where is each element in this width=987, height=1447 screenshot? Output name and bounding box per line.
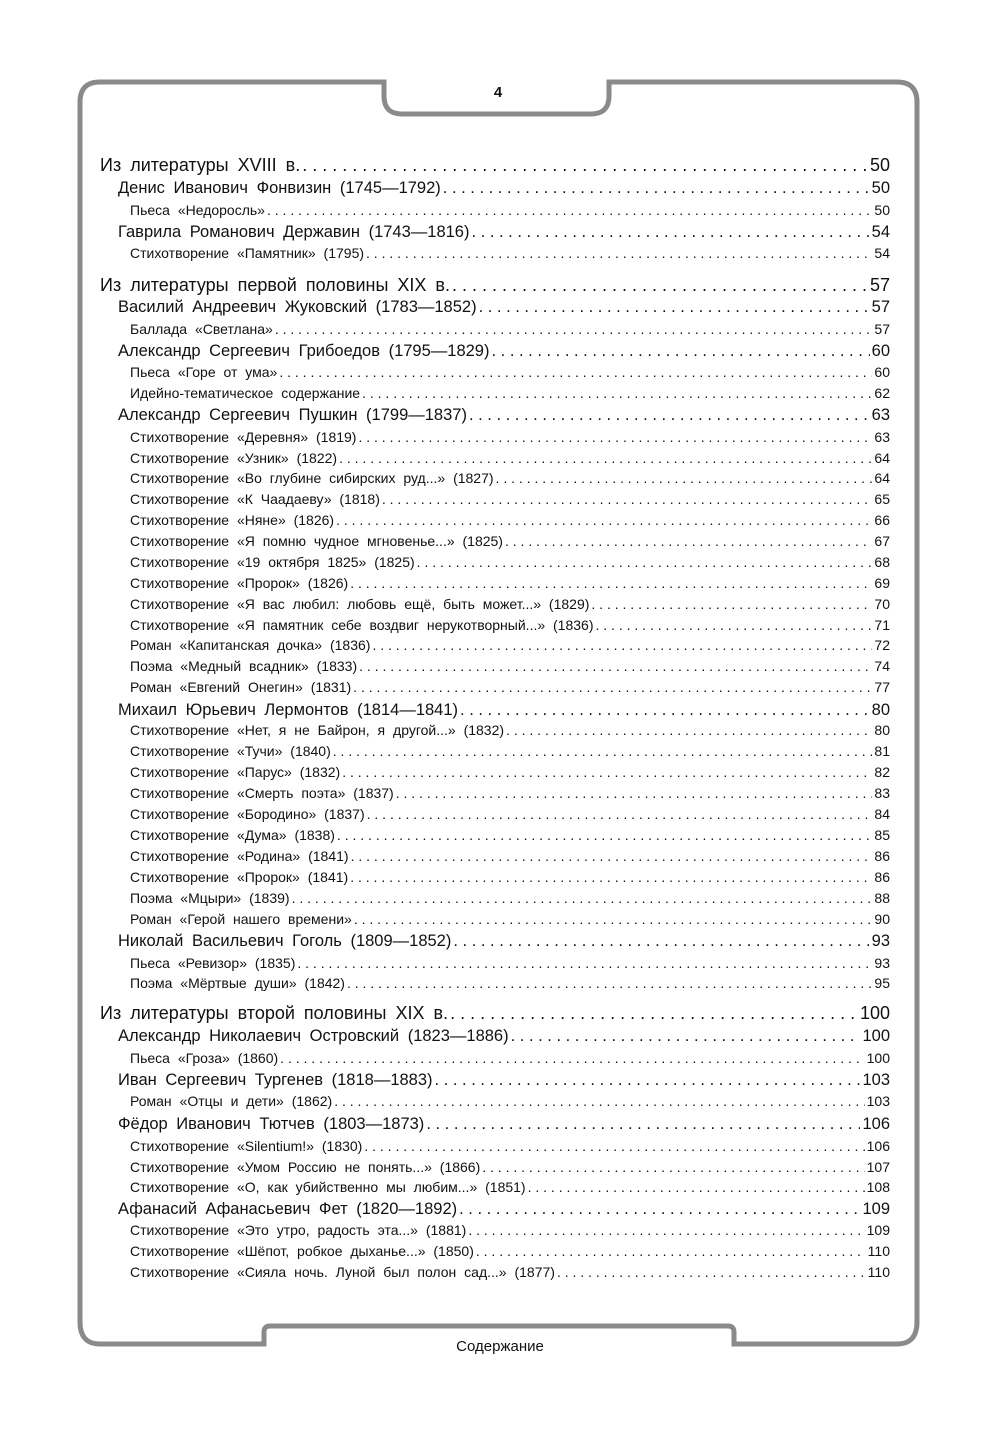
dot-leader <box>452 275 868 296</box>
toc-entry-page: 86 <box>874 869 890 885</box>
toc-entry-title: Александр Николаевич Островский (1823—1886) <box>118 1027 509 1045</box>
toc-entry-title: Баллада «Светлана» <box>130 321 273 337</box>
toc-entry-level2[interactable] <box>118 406 890 425</box>
dot-leader <box>396 785 873 801</box>
toc-entry-title: Из литературы второй половины XIX в. <box>100 1003 449 1023</box>
toc-entry-page: 100 <box>862 1027 890 1045</box>
toc-entry-title: Александр Сергеевич Пушкин (1799—1837) <box>118 406 467 424</box>
toc-entry-title: Стихотворение «Я вас любил: любовь ещё, быть может...» (1829) <box>130 596 590 612</box>
dot-leader <box>506 722 872 738</box>
toc-entry-page: 65 <box>874 491 890 507</box>
toc-entry-level3[interactable] <box>130 202 890 218</box>
toc-entry-page: 50 <box>869 155 890 175</box>
toc-entry-title: Стихотворение «Деревня» (1819) <box>130 429 357 445</box>
dot-leader <box>337 827 873 843</box>
dot-leader <box>482 1159 864 1175</box>
toc-entry-page: 110 <box>867 1243 890 1259</box>
toc-entry-title: Идейно-тематическое содержание <box>130 385 361 401</box>
toc-entry-level2[interactable] <box>118 298 890 317</box>
toc-entry-page: 64 <box>874 470 890 486</box>
toc-entry-level3[interactable] <box>130 554 890 570</box>
toc-entry-page: 103 <box>862 1071 890 1089</box>
toc-entry-page: 85 <box>874 827 890 843</box>
toc-entry-title: Стихотворение «Я памятник себе воздвиг нерукотворный...» (1836) <box>130 617 594 633</box>
toc-entry-level3[interactable] <box>130 596 890 612</box>
dot-leader <box>362 385 872 401</box>
toc-entry-level3[interactable] <box>130 637 890 653</box>
dot-leader <box>450 1003 858 1024</box>
toc-entry-page: 106 <box>866 1138 890 1154</box>
dot-leader <box>491 342 869 361</box>
toc-entry-page: 80 <box>874 722 890 738</box>
toc-entry-level3[interactable] <box>130 658 890 674</box>
dot-leader <box>557 1264 866 1280</box>
toc-entry-level3[interactable] <box>130 785 890 801</box>
toc-entry-page: 74 <box>874 658 890 674</box>
toc-entry-page: 80 <box>871 701 890 719</box>
dot-leader <box>505 533 872 549</box>
dot-leader <box>496 470 873 486</box>
toc-entry-level3[interactable] <box>130 533 890 549</box>
toc-entry-title: Афанасий Афанасьевич Фет (1820—1892) <box>118 1200 458 1218</box>
toc-entry-title: Стихотворение «Это утро, радость эта...» (1881) <box>130 1222 467 1238</box>
dot-leader <box>471 223 869 242</box>
toc-entry-page: 54 <box>874 245 890 261</box>
toc-entry-page: 60 <box>874 364 890 380</box>
toc-entry-title: Роман «Герой нашего времени» <box>130 911 352 927</box>
dot-leader <box>358 429 872 445</box>
toc-entry-level3[interactable] <box>130 470 890 486</box>
toc-entry-title: Николай Васильевич Гоголь (1809—1852) <box>118 932 452 950</box>
toc-entry-page: 60 <box>871 342 890 360</box>
toc-entry-level2[interactable] <box>118 701 890 720</box>
toc-entry-title: Пьеса «Недоросль» <box>130 202 265 218</box>
toc-entry-level3[interactable] <box>130 1050 890 1066</box>
toc-entry-page: 103 <box>866 1093 890 1109</box>
dot-leader <box>443 179 870 198</box>
toc-entry-title: Стихотворение «Тучи» (1840) <box>130 743 331 759</box>
toc-entry-level3[interactable] <box>130 764 890 780</box>
toc-entry-title: Пьеса «Горе от ума» <box>130 364 278 380</box>
dot-leader <box>359 658 872 674</box>
toc-entry-level3[interactable] <box>130 321 890 337</box>
dot-leader <box>426 1115 860 1134</box>
toc-entry-title: Стихотворение «Няне» (1826) <box>130 512 335 528</box>
dot-leader <box>354 911 873 927</box>
toc-entry-page: 66 <box>874 512 890 528</box>
dot-leader <box>479 298 870 317</box>
toc-entry-title: Стихотворение «Я помню чудное мгновенье...» (1825) <box>130 533 503 549</box>
toc-entry-level3[interactable] <box>130 869 890 885</box>
toc-entry-level3[interactable] <box>130 1159 890 1175</box>
toc-entry-level3[interactable] <box>130 975 890 991</box>
toc-entry-level3[interactable] <box>130 1093 890 1109</box>
toc-entry-page: 95 <box>874 975 890 991</box>
toc-entry-level2[interactable] <box>118 932 890 951</box>
toc-entry-title: Из литературы первой половины XIX в. <box>100 275 450 295</box>
toc-entry-page: 72 <box>874 637 890 653</box>
toc-entry-title: Стихотворение «Шёпот, робкое дыханье...» (1850) <box>130 1243 474 1259</box>
toc-entry-level3[interactable] <box>130 1243 890 1259</box>
toc-entry-level3[interactable] <box>130 679 890 695</box>
toc-entry-page: 107 <box>866 1159 890 1175</box>
toc-entry-page: 50 <box>871 179 890 197</box>
toc-entry-title: Стихотворение «Сияла ночь. Луной был полон сад...» (1877) <box>130 1264 555 1280</box>
dot-leader <box>353 679 872 695</box>
toc-entry-title: Стихотворение «Во глубине сибирских руд...» (1827) <box>130 470 494 486</box>
toc-entry-title: Поэма «Мёртвые души» (1842) <box>130 975 345 991</box>
toc-entry-title: Стихотворение «Умом Россию не понять...» (1866) <box>130 1159 481 1175</box>
toc-entry-title: Роман «Капитанская дочка» (1836) <box>130 637 371 653</box>
toc-entry-level3[interactable] <box>130 743 890 759</box>
toc-entry-level3[interactable] <box>130 245 890 261</box>
toc-entry-title: Александр Сергеевич Грибоедов (1795—1829) <box>118 342 490 360</box>
dot-leader <box>350 575 872 591</box>
toc-entry-page: 68 <box>874 554 890 570</box>
toc-entry-page: 67 <box>874 533 890 549</box>
toc-entry-level3[interactable] <box>130 617 890 633</box>
toc-entry-level1[interactable] <box>100 275 890 296</box>
toc-entry-page: 106 <box>862 1115 890 1133</box>
toc-entry-page: 81 <box>874 743 890 759</box>
dot-leader <box>435 1071 861 1090</box>
dot-leader <box>468 1222 864 1238</box>
dot-leader <box>350 869 872 885</box>
toc-entry-level3[interactable] <box>130 1222 890 1238</box>
toc-entry-title: Стихотворение «О, как убийственно мы любим...» (1851) <box>130 1179 526 1195</box>
toc-entry-title: Стихотворение «Родина» (1841) <box>130 848 349 864</box>
toc-entry-title: Стихотворение «Смерть поэта» (1837) <box>130 785 394 801</box>
toc-entry-page: 77 <box>874 679 890 695</box>
dot-leader <box>339 450 872 466</box>
toc-entry-level1[interactable] <box>100 155 890 176</box>
dot-leader <box>292 890 873 906</box>
toc-entry-title: Стихотворение «Узник» (1822) <box>130 450 338 466</box>
toc-entry-page: 100 <box>866 1050 890 1066</box>
dot-leader <box>347 975 872 991</box>
toc-entry-page: 88 <box>874 890 890 906</box>
toc-entry-page: 109 <box>862 1200 890 1218</box>
dot-leader <box>342 764 872 780</box>
page-number: 4 <box>493 84 503 101</box>
dot-leader <box>275 321 873 337</box>
toc-entry-level2[interactable] <box>118 1115 890 1134</box>
toc-entry-level3[interactable] <box>130 1264 890 1280</box>
toc-entry-page: 83 <box>874 785 890 801</box>
toc-entry-level3[interactable] <box>130 1138 890 1154</box>
toc-entry-level3[interactable] <box>130 827 890 843</box>
toc-entry-page: 109 <box>866 1222 890 1238</box>
toc-entry-title: Стихотворение «19 октября 1825» (1825) <box>130 554 415 570</box>
toc-entry-title: Фёдор Иванович Тютчев (1803—1873) <box>118 1115 425 1133</box>
toc-entry-page: 69 <box>874 575 890 591</box>
toc-entry-page: 110 <box>867 1264 890 1280</box>
toc-entry-title: Стихотворение «Нет, я не Байрон, я другой...» (1832) <box>130 722 505 738</box>
toc-entry-level3[interactable] <box>130 491 890 507</box>
dot-leader <box>476 1243 866 1259</box>
toc-entry-level2[interactable] <box>118 1027 890 1046</box>
toc-entry-level3[interactable] <box>130 1179 890 1195</box>
toc-entry-level3[interactable] <box>130 848 890 864</box>
dot-leader <box>334 1093 864 1109</box>
toc-entry-level3[interactable] <box>130 575 890 591</box>
toc-entry-title: Стихотворение «Дума» (1838) <box>130 827 335 843</box>
toc-entry-level3[interactable] <box>130 911 890 927</box>
toc-entry-level2[interactable] <box>118 342 890 361</box>
toc-entry-level1[interactable] <box>100 1003 890 1024</box>
toc-entry-page: 82 <box>874 764 890 780</box>
dot-leader <box>596 617 873 633</box>
toc-entry-level3[interactable] <box>130 722 890 738</box>
dot-leader <box>279 364 872 380</box>
dot-leader <box>372 637 872 653</box>
dot-leader <box>460 701 870 720</box>
toc-entry-title: Стихотворение «К Чаадаеву» (1818) <box>130 491 380 507</box>
toc-entry-title: Поэма «Мцыри» (1839) <box>130 890 290 906</box>
toc-entry-level2[interactable] <box>118 1200 890 1219</box>
toc-entry-level2[interactable] <box>118 223 890 242</box>
dot-leader <box>459 1200 860 1219</box>
footer-section-title: Содержание <box>456 1338 544 1355</box>
toc-entry-page: 64 <box>874 450 890 466</box>
toc-entry-title: Стихотворение «Парус» (1832) <box>130 764 341 780</box>
toc-entry-title: Гаврила Романович Державин (1743—1816) <box>118 223 470 241</box>
toc-entry-title: Из литературы XVIII в. <box>100 155 301 175</box>
toc-entry-page: 90 <box>874 911 890 927</box>
dot-leader <box>280 1050 864 1066</box>
toc-entry-title: Василий Андреевич Жуковский (1783—1852) <box>118 298 477 316</box>
toc-entry-page: 62 <box>874 385 890 401</box>
dot-leader <box>351 848 873 864</box>
toc-entry-page: 71 <box>874 617 890 633</box>
toc-entry-page: 57 <box>874 321 890 337</box>
toc-entry-page: 70 <box>874 596 890 612</box>
toc-entry-title: Пьеса «Ревизор» (1835) <box>130 955 296 971</box>
toc-entry-title: Пьеса «Гроза» (1860) <box>130 1050 279 1066</box>
toc-entry-title: Денис Иванович Фонвизин (1745—1792) <box>118 179 441 197</box>
toc-entry-level3[interactable] <box>130 429 890 445</box>
toc-entry-level3[interactable] <box>130 385 890 401</box>
toc-entry-page: 86 <box>874 848 890 864</box>
toc-entry-level3[interactable] <box>130 364 890 380</box>
dot-leader <box>469 406 870 425</box>
dot-leader <box>364 1138 864 1154</box>
toc-entry-page: 108 <box>866 1179 890 1195</box>
toc-entry-page: 93 <box>874 955 890 971</box>
toc-entry-page: 93 <box>871 932 890 950</box>
dot-leader <box>591 596 872 612</box>
toc-entry-title: Стихотворение «Памятник» (1795) <box>130 245 365 261</box>
toc-entry-title: Поэма «Медный всадник» (1833) <box>130 658 358 674</box>
toc-entry-level3[interactable] <box>130 450 890 466</box>
dot-leader <box>302 155 868 176</box>
toc-entry-level3[interactable] <box>130 955 890 971</box>
toc-entry-level3[interactable] <box>130 512 890 528</box>
dot-leader <box>297 955 872 971</box>
toc-entry-title: Иван Сергеевич Тургенев (1818—1883) <box>118 1071 433 1089</box>
dot-leader <box>382 491 873 507</box>
dot-leader <box>336 512 872 528</box>
toc-entry-level3[interactable] <box>130 890 890 906</box>
toc-entry-page: 100 <box>859 1003 890 1023</box>
toc-entry-page: 50 <box>874 202 890 218</box>
toc-entry-title: Стихотворение «Пророк» (1826) <box>130 575 349 591</box>
dot-leader <box>511 1027 861 1046</box>
toc-entry-page: 84 <box>874 806 890 822</box>
toc-entry-title: Стихотворение «Silentium!» (1830) <box>130 1138 363 1154</box>
toc-entry-page: 63 <box>871 406 890 424</box>
toc-entry-title: Роман «Евгений Онегин» (1831) <box>130 679 352 695</box>
toc-entry-page: 63 <box>874 429 890 445</box>
toc-entry-page: 57 <box>869 275 890 295</box>
toc-entry-title: Стихотворение «Бородино» (1837) <box>130 806 365 822</box>
dot-leader <box>366 245 872 261</box>
dot-leader <box>528 1179 865 1195</box>
toc-entry-page: 57 <box>871 298 890 316</box>
toc-entry-title: Роман «Отцы и дети» (1862) <box>130 1093 333 1109</box>
toc-entry-level2[interactable] <box>118 1071 890 1090</box>
toc-entry-level2[interactable] <box>118 179 890 198</box>
toc-entry-title: Михаил Юрьевич Лермонтов (1814—1841) <box>118 701 459 719</box>
dot-leader <box>333 743 873 759</box>
toc-entry-title: Стихотворение «Пророк» (1841) <box>130 869 349 885</box>
toc-entry-level3[interactable] <box>130 806 890 822</box>
dot-leader <box>417 554 873 570</box>
dot-leader <box>267 202 872 218</box>
toc-entry-page: 54 <box>871 223 890 241</box>
dot-leader <box>367 806 873 822</box>
dot-leader <box>453 932 869 951</box>
